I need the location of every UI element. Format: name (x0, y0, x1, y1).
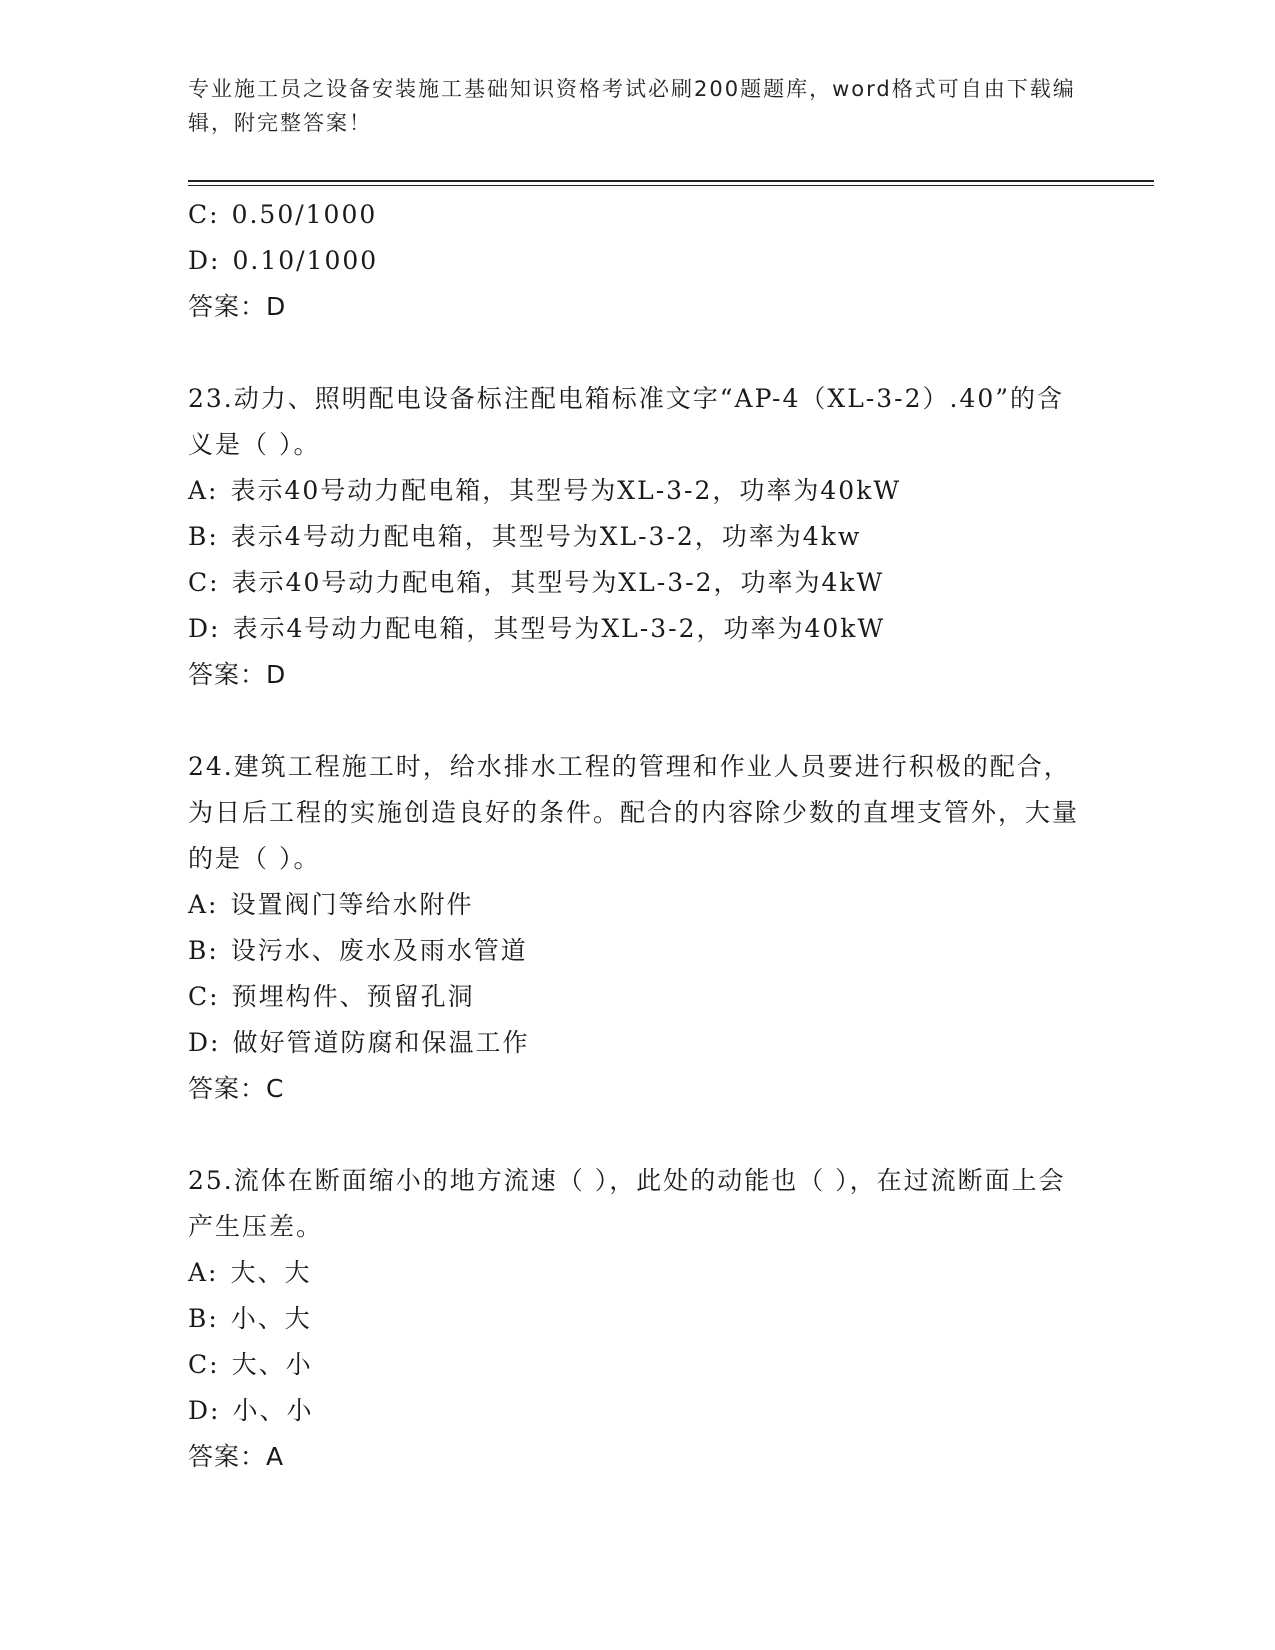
continued-question (188, 192, 1088, 330)
option-text: 设污水、废水及雨水管道 (230, 936, 528, 965)
option-letter: D: (188, 614, 221, 643)
option-a (188, 882, 1088, 928)
document-body (188, 192, 1088, 1526)
question-stem: 24.建筑工程施工时，给水排水工程的管理和作业人员要进行积极的配合，为日后工程的实施创造良好的条件。配合的内容除少数的直埋支管外，大量的是（ ）。 (188, 752, 1080, 873)
option-text: 表示4号动力配电箱，其型号为XL-3-2，功率为40kW (232, 614, 886, 643)
option-text: 0.10/1000 (232, 246, 379, 275)
question-23 (188, 376, 1088, 698)
option-text: 大、大 (230, 1258, 312, 1287)
header-title: 专业施工员之设备安装施工基础知识资格考试必刷200题题库，word格式可自由下载编辑，附完整答案！ (188, 77, 1076, 135)
option-text: 表示40号动力配电箱，其型号为XL-3-2，功率为4kW (231, 568, 885, 597)
option-letter: B: (188, 1304, 219, 1333)
option-a (188, 1250, 1088, 1296)
option-d (188, 238, 1088, 284)
document-header (188, 72, 1088, 140)
answer-line: 答案：D (188, 660, 287, 689)
option-letter: C: (188, 982, 220, 1011)
option-letter: D: (188, 1396, 221, 1425)
question-stem: 25.流体在断面缩小的地方流速（ ），此处的动能也（ ），在过流断面上会产生压差。 (188, 1166, 1066, 1241)
option-letter: D: (188, 1028, 221, 1057)
option-text: 大、小 (231, 1350, 313, 1379)
answer-line: 答案：D (188, 292, 287, 321)
header-rule-thin (188, 185, 1154, 186)
option-letter: C: (188, 1350, 220, 1379)
option-letter: A: (188, 476, 219, 505)
option-text: 表示40号动力配电箱，其型号为XL-3-2，功率为40kW (230, 476, 902, 505)
option-c (188, 1342, 1088, 1388)
option-text: 0.50/1000 (231, 200, 378, 229)
option-text: 做好管道防腐和保温工作 (232, 1028, 530, 1057)
answer-line: 答案：A (188, 1442, 285, 1471)
option-d (188, 1388, 1088, 1434)
option-letter: A: (188, 890, 219, 919)
option-letter: A: (188, 1258, 219, 1287)
header-rule-thick (188, 180, 1154, 182)
option-a (188, 468, 1088, 514)
answer-line: 答案：C (188, 1074, 285, 1103)
option-d (188, 1020, 1088, 1066)
option-text: 设置阀门等给水附件 (230, 890, 474, 919)
option-text: 表示4号动力配电箱，其型号为XL-3-2，功率为4kw (230, 522, 862, 551)
option-c (188, 974, 1088, 1020)
question-24 (188, 744, 1088, 1112)
option-text: 预埋构件、预留孔洞 (231, 982, 475, 1011)
option-d (188, 606, 1088, 652)
option-letter: C: (188, 568, 220, 597)
option-letter: B: (188, 936, 219, 965)
option-text: 小、大 (230, 1304, 312, 1333)
option-letter: B: (188, 522, 219, 551)
option-b (188, 514, 1088, 560)
option-b (188, 928, 1088, 974)
question-25 (188, 1158, 1088, 1480)
option-text: 小、小 (232, 1396, 314, 1425)
option-b (188, 1296, 1088, 1342)
question-stem: 23.动力、照明配电设备标注配电箱标准文字“AP-4（XL-3-2）.40”的含义是（ ）。 (188, 384, 1065, 459)
option-letter: C: (188, 200, 220, 229)
option-c (188, 192, 1088, 238)
option-c (188, 560, 1088, 606)
option-letter: D: (188, 246, 221, 275)
